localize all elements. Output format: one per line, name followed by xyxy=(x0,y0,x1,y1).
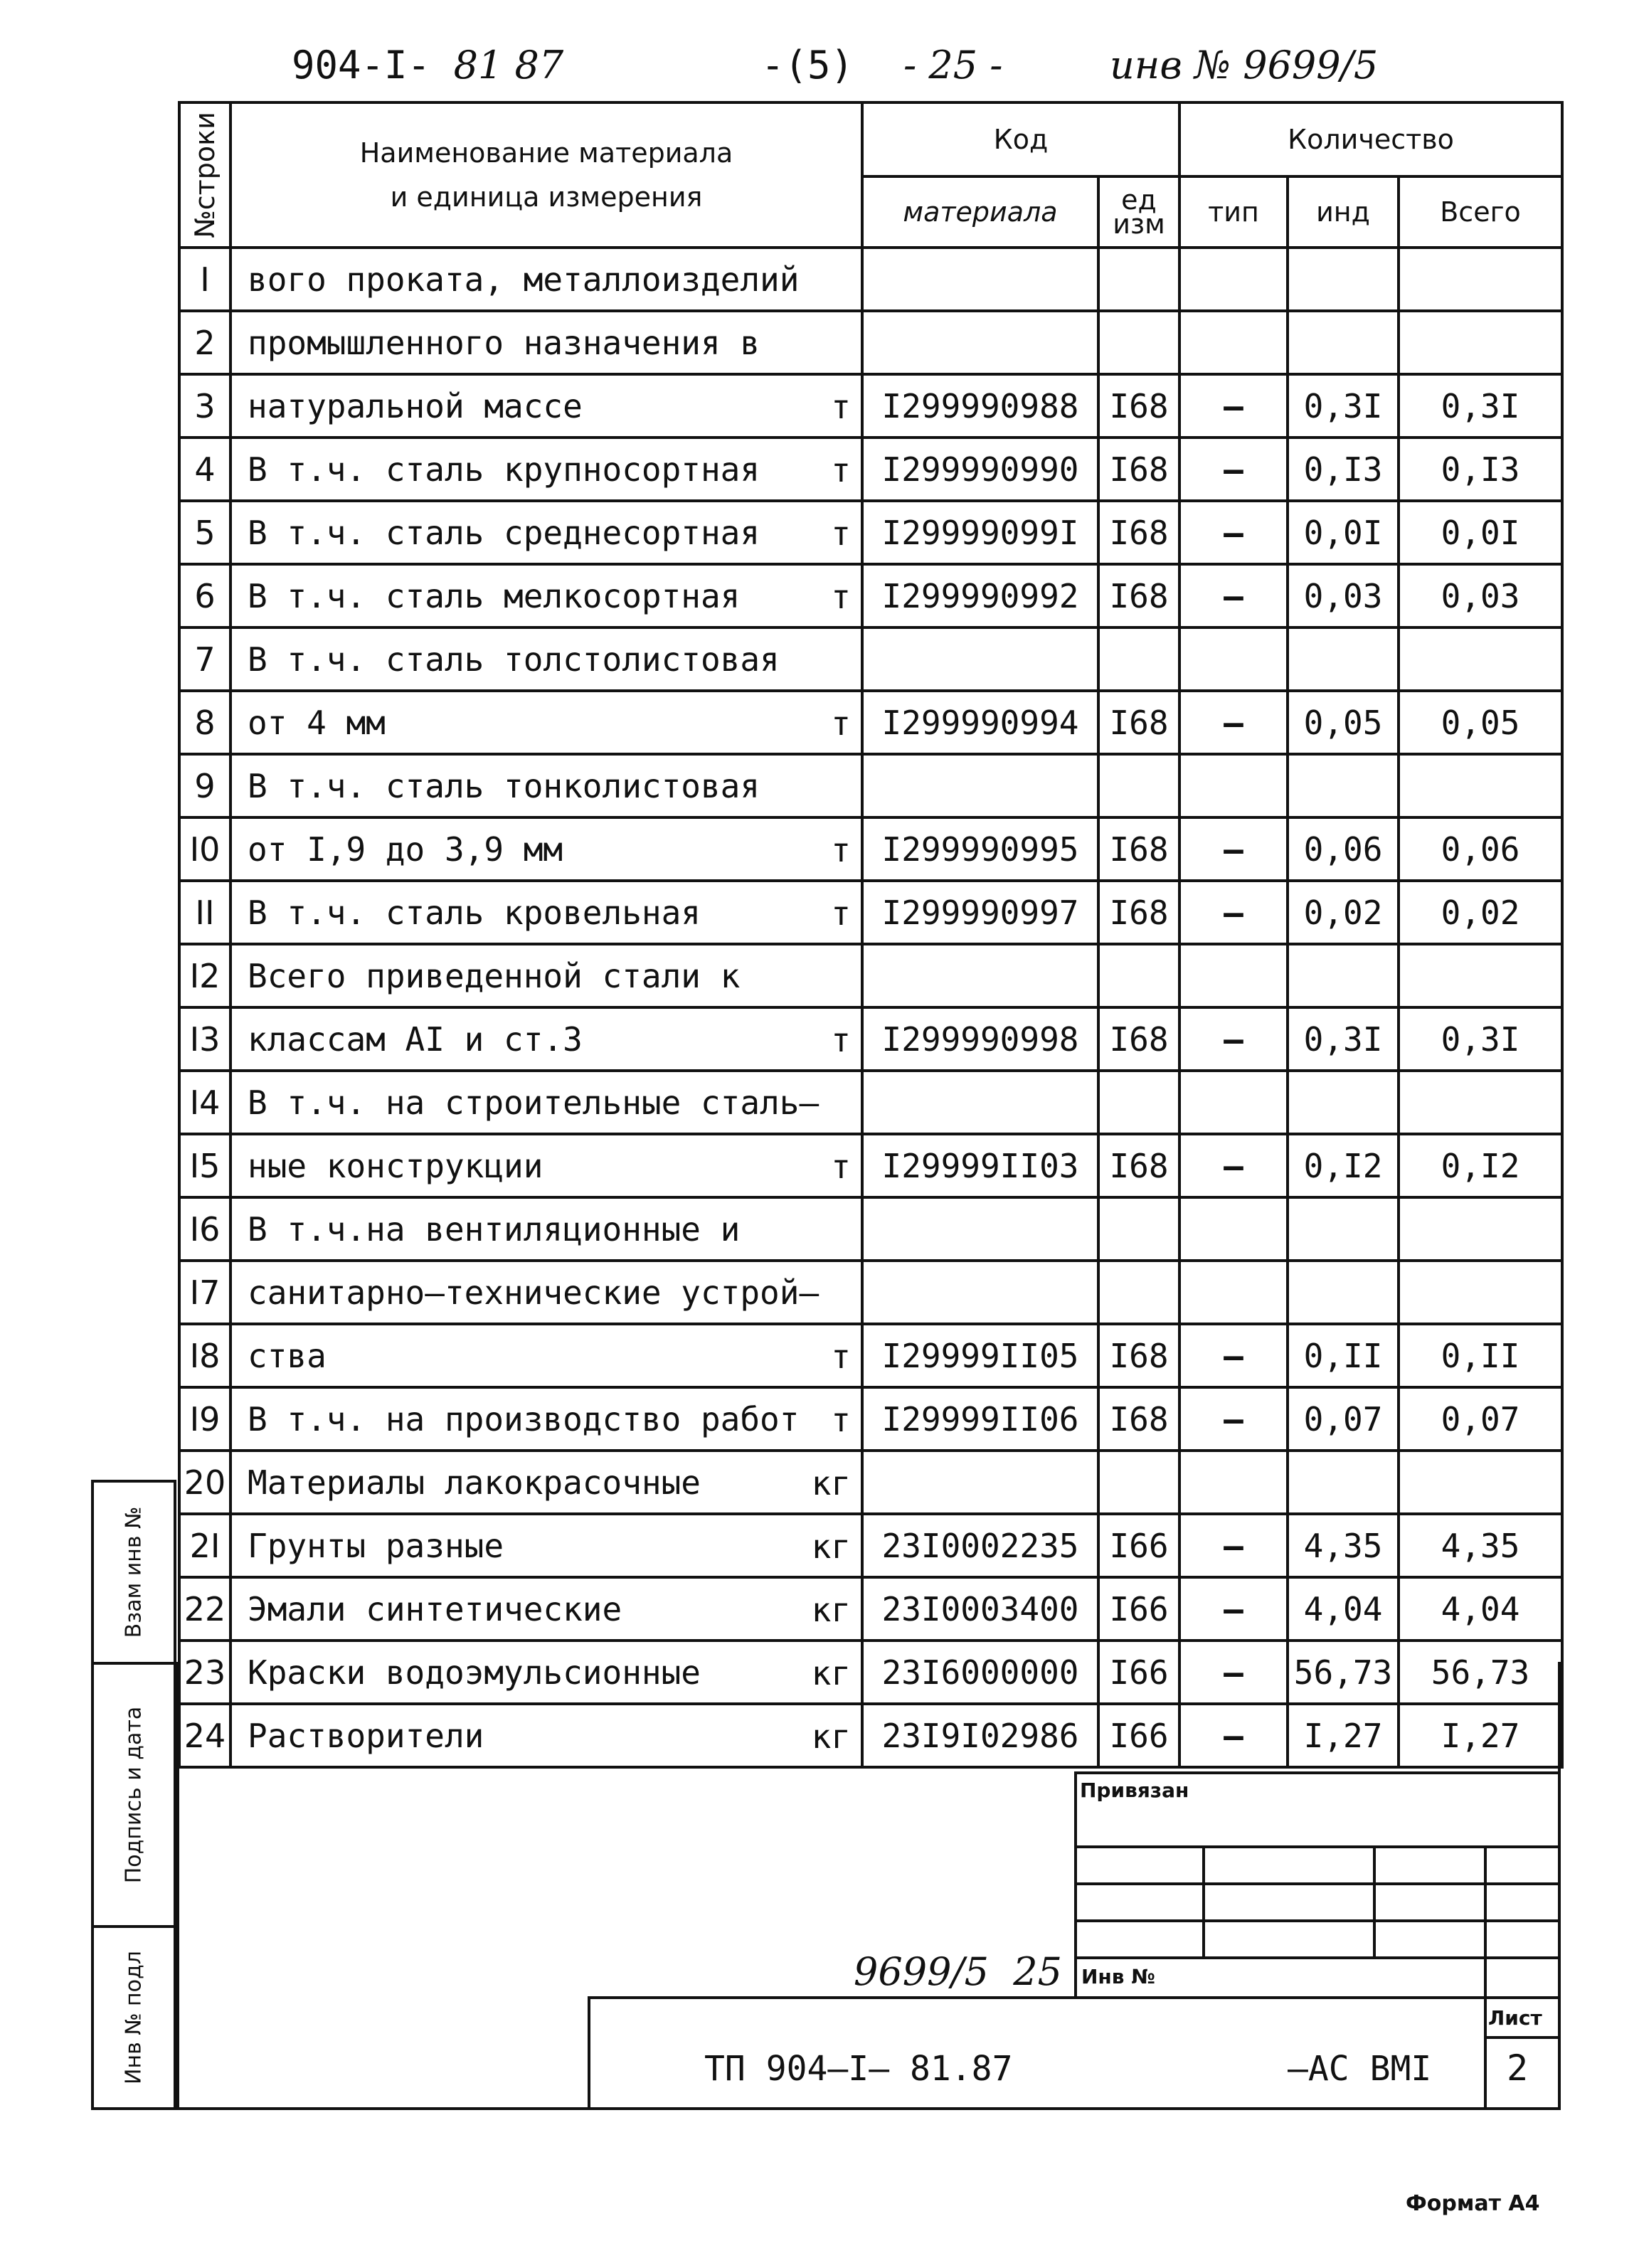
table-row xyxy=(179,1324,1562,1387)
qty-total xyxy=(1399,1451,1562,1514)
material-code: 23I0002235 xyxy=(862,1514,1098,1577)
material-code: I29999II05 xyxy=(862,1324,1098,1387)
row-number: I8 xyxy=(179,1324,230,1387)
unit-code: I68 xyxy=(1098,564,1179,627)
row-number: I9 xyxy=(179,1387,230,1451)
unit-code: I66 xyxy=(1098,1641,1179,1704)
material-name xyxy=(230,564,862,627)
material-code: I29999099I xyxy=(862,501,1098,564)
qty-total xyxy=(1399,1261,1562,1324)
material-name xyxy=(230,374,862,438)
material-name xyxy=(230,1577,862,1641)
qty-type: – xyxy=(1179,1704,1288,1767)
title-block-divider xyxy=(1484,1996,1487,2110)
material-code: I299990997 xyxy=(862,881,1098,944)
table-row xyxy=(179,501,1562,564)
material-name-text: В т.ч. на строительные сталь– xyxy=(248,1083,820,1122)
series-number: 904-I- xyxy=(292,43,431,88)
qty-total xyxy=(1399,311,1562,374)
material-code xyxy=(862,944,1098,1007)
material-name xyxy=(230,311,862,374)
material-unit: т xyxy=(831,578,851,616)
sheet-label: Лист xyxy=(1488,2006,1542,2030)
table-row xyxy=(179,1577,1562,1641)
material-unit: т xyxy=(831,704,851,743)
qty-type xyxy=(1179,1261,1288,1324)
side-signature-date: Подпись и дата xyxy=(91,1662,176,1928)
document-code: ТП 904–I– 81.87 xyxy=(704,2049,1013,2089)
unit-code xyxy=(1098,1451,1179,1514)
qty-total: 0,3I xyxy=(1399,1007,1562,1071)
material-code xyxy=(862,1261,1098,1324)
qty-total: 4,35 xyxy=(1399,1514,1562,1577)
material-code xyxy=(862,1451,1098,1514)
material-unit: т xyxy=(831,451,851,489)
qty-type: – xyxy=(1179,1641,1288,1704)
qty-type: – xyxy=(1179,1514,1288,1577)
material-unit: т xyxy=(831,388,851,426)
material-code xyxy=(862,754,1098,817)
unit-code: I68 xyxy=(1098,1387,1179,1451)
handwritten-inventory: 9699/5 25 xyxy=(854,1949,1063,1994)
table-row xyxy=(179,564,1562,627)
page-handwritten: - 25 - xyxy=(903,43,1003,88)
qty-ind xyxy=(1288,1197,1399,1261)
row-number: 8 xyxy=(179,691,230,754)
qty-type: – xyxy=(1179,1007,1288,1071)
qty-ind: 0,0I xyxy=(1288,501,1399,564)
qty-ind: 0,I3 xyxy=(1288,438,1399,501)
binding-grid-v1 xyxy=(1202,1845,1205,1959)
unit-code: I68 xyxy=(1098,1134,1179,1197)
row-number: 24 xyxy=(179,1704,230,1767)
material-name-text: В т.ч. сталь толстолистовая xyxy=(248,640,780,679)
binding-grid-h3 xyxy=(1074,1919,1561,1922)
material-code xyxy=(862,311,1098,374)
qty-total xyxy=(1399,627,1562,691)
material-unit: т xyxy=(831,1401,851,1439)
table-row xyxy=(179,881,1562,944)
qty-ind xyxy=(1288,944,1399,1007)
qty-type xyxy=(1179,1197,1288,1261)
qty-type xyxy=(1179,1451,1288,1514)
material-name-text: В т.ч. сталь мелкосортная xyxy=(248,576,741,615)
row-number: I xyxy=(179,248,230,311)
table-row xyxy=(179,1641,1562,1704)
row-number: 4 xyxy=(179,438,230,501)
qty-type: – xyxy=(1179,817,1288,881)
table-row xyxy=(179,944,1562,1007)
table-row xyxy=(179,1451,1562,1514)
material-name-text: натуральной массе xyxy=(248,386,583,425)
qty-total: 0,3I xyxy=(1399,374,1562,438)
qty-type: – xyxy=(1179,438,1288,501)
material-name-text: Всего приведенной стали к xyxy=(248,956,741,995)
unit-code xyxy=(1098,944,1179,1007)
qty-type xyxy=(1179,944,1288,1007)
header-material-code: материала xyxy=(862,176,1098,248)
qty-type: – xyxy=(1179,1134,1288,1197)
qty-type xyxy=(1179,1071,1288,1134)
qty-ind: 4,04 xyxy=(1288,1577,1399,1641)
table-row xyxy=(179,248,1562,311)
qty-total xyxy=(1399,1197,1562,1261)
part-number: -(5) xyxy=(761,43,854,88)
qty-ind: 0,02 xyxy=(1288,881,1399,944)
row-number: 9 xyxy=(179,754,230,817)
row-number: 22 xyxy=(179,1577,230,1641)
unit-code: I68 xyxy=(1098,881,1179,944)
qty-ind: 0,II xyxy=(1288,1324,1399,1387)
inv-number-label: Инв № xyxy=(1081,1965,1155,1988)
material-unit: кг xyxy=(811,1717,851,1756)
material-name-text: промышленного назначения в xyxy=(248,323,760,362)
material-code: I29999II06 xyxy=(862,1387,1098,1451)
material-code: I299990998 xyxy=(862,1007,1098,1071)
table-row xyxy=(179,1514,1562,1577)
material-name xyxy=(230,817,862,881)
binding-grid-h1 xyxy=(1074,1845,1561,1848)
row-number: 23 xyxy=(179,1641,230,1704)
qty-ind: 0,07 xyxy=(1288,1387,1399,1451)
unit-code: I66 xyxy=(1098,1704,1179,1767)
qty-total: 0,I3 xyxy=(1399,438,1562,501)
material-name-text: В т.ч. сталь среднесортная xyxy=(248,513,760,552)
qty-type: – xyxy=(1179,1324,1288,1387)
row-number: 2 xyxy=(179,311,230,374)
qty-total xyxy=(1399,248,1562,311)
material-code: I29999II03 xyxy=(862,1134,1098,1197)
material-name-text: В т.ч.на вентиляционные и xyxy=(248,1209,741,1249)
material-name xyxy=(230,501,862,564)
qty-ind xyxy=(1288,1451,1399,1514)
qty-ind xyxy=(1288,248,1399,311)
row-number: I6 xyxy=(179,1197,230,1261)
row-number: 7 xyxy=(179,627,230,691)
material-name xyxy=(230,438,862,501)
material-name-text: В т.ч. на производство работ xyxy=(248,1399,800,1438)
qty-total: 0,06 xyxy=(1399,817,1562,881)
material-name xyxy=(230,1704,862,1767)
inventory-handwritten: инв № 9699/5 xyxy=(1110,43,1379,88)
material-name xyxy=(230,754,862,817)
binding-grid-v3 xyxy=(1484,1845,1487,1999)
material-name-text: ные конструкции xyxy=(248,1146,543,1185)
row-number: I2 xyxy=(179,944,230,1007)
qty-total: 0,0I xyxy=(1399,501,1562,564)
unit-code xyxy=(1098,627,1179,691)
qty-total: 0,07 xyxy=(1399,1387,1562,1451)
material-name-text: от I,9 до 3,9 мм xyxy=(248,830,563,869)
table-row xyxy=(179,691,1562,754)
table-row xyxy=(179,1197,1562,1261)
row-number: I4 xyxy=(179,1071,230,1134)
material-name-text: от 4 мм xyxy=(248,703,386,742)
material-code: I299990992 xyxy=(862,564,1098,627)
qty-total: 4,04 xyxy=(1399,1577,1562,1641)
qty-ind: 0,05 xyxy=(1288,691,1399,754)
material-unit: т xyxy=(831,894,851,933)
qty-total: 56,73 xyxy=(1399,1641,1562,1704)
material-name-text: вого проката, металлоизделий xyxy=(248,260,800,299)
material-name-text: В т.ч. сталь тонколистовая xyxy=(248,766,760,805)
table-row xyxy=(179,1071,1562,1134)
material-name xyxy=(230,1261,862,1324)
row-number: I7 xyxy=(179,1261,230,1324)
qty-type xyxy=(1179,627,1288,691)
unit-code: I68 xyxy=(1098,691,1179,754)
material-unit: т xyxy=(831,1021,851,1059)
qty-total: 0,II xyxy=(1399,1324,1562,1387)
binding-label: Привязан xyxy=(1080,1779,1189,1802)
material-name-text: Материалы лакокрасочные xyxy=(248,1463,701,1502)
row-number: II xyxy=(179,881,230,944)
material-name xyxy=(230,691,862,754)
material-name xyxy=(230,627,862,691)
qty-type xyxy=(1179,248,1288,311)
side-vzam-inv: Взам инв № xyxy=(91,1480,176,1665)
material-name-text: Растворители xyxy=(248,1716,484,1755)
sheet-number: 2 xyxy=(1507,2047,1529,2089)
qty-type: – xyxy=(1179,564,1288,627)
table-row xyxy=(179,1387,1562,1451)
qty-ind: 0,I2 xyxy=(1288,1134,1399,1197)
qty-type: – xyxy=(1179,1577,1288,1641)
material-code xyxy=(862,248,1098,311)
header-unit: ед изм xyxy=(1098,176,1179,248)
table-row xyxy=(179,1134,1562,1197)
row-number: 5 xyxy=(179,501,230,564)
header-total: Всего xyxy=(1399,176,1562,248)
material-name xyxy=(230,1197,862,1261)
qty-total: I,27 xyxy=(1399,1704,1562,1767)
material-name xyxy=(230,1007,862,1071)
material-unit: кг xyxy=(811,1654,851,1692)
row-number: I0 xyxy=(179,817,230,881)
header-quantity: Количество xyxy=(1179,102,1562,176)
doc-series xyxy=(292,43,563,88)
material-name xyxy=(230,248,862,311)
table-row xyxy=(179,817,1562,881)
material-name xyxy=(230,1514,862,1577)
material-name xyxy=(230,1071,862,1134)
material-name xyxy=(230,1641,862,1704)
material-unit: т xyxy=(831,831,851,869)
material-name xyxy=(230,881,862,944)
qty-ind xyxy=(1288,754,1399,817)
row-number: 3 xyxy=(179,374,230,438)
unit-code xyxy=(1098,248,1179,311)
material-unit: т xyxy=(831,1148,851,1186)
material-unit: т xyxy=(831,1337,851,1376)
unit-code: I66 xyxy=(1098,1514,1179,1577)
qty-ind: 0,3I xyxy=(1288,1007,1399,1071)
qty-type: – xyxy=(1179,501,1288,564)
header-ind: инд xyxy=(1288,176,1399,248)
qty-ind xyxy=(1288,1261,1399,1324)
materials-table xyxy=(178,101,1564,1769)
material-code xyxy=(862,627,1098,691)
material-name-text: Эмали синтетические xyxy=(248,1589,622,1628)
table-row xyxy=(179,1007,1562,1071)
row-number: 2I xyxy=(179,1514,230,1577)
qty-total: 0,I2 xyxy=(1399,1134,1562,1197)
header-type: тип xyxy=(1179,176,1288,248)
material-code: I299990990 xyxy=(862,438,1098,501)
material-name-text: В т.ч. сталь крупносортная xyxy=(248,450,760,489)
qty-ind xyxy=(1288,627,1399,691)
material-name-text: Краски водоэмульсионные xyxy=(248,1653,701,1692)
material-unit: т xyxy=(831,514,851,553)
qty-ind: 0,3I xyxy=(1288,374,1399,438)
material-code: 23I6000000 xyxy=(862,1641,1098,1704)
qty-type xyxy=(1179,754,1288,817)
table-row xyxy=(179,1704,1562,1767)
material-unit: кг xyxy=(811,1527,851,1566)
material-name-text: Грунты разные xyxy=(248,1526,504,1565)
material-name-text: классам AI и ст.3 xyxy=(248,1019,583,1059)
header-row-number: №строки xyxy=(179,102,230,248)
sheet-label-divider xyxy=(1484,2036,1561,2039)
qty-ind: 0,03 xyxy=(1288,564,1399,627)
qty-total: 0,05 xyxy=(1399,691,1562,754)
qty-ind: 0,06 xyxy=(1288,817,1399,881)
qty-total xyxy=(1399,1071,1562,1134)
header-material-name: Наименование материала и единица измерения xyxy=(230,102,862,248)
row-number: 6 xyxy=(179,564,230,627)
table-row xyxy=(179,438,1562,501)
unit-code: I68 xyxy=(1098,817,1179,881)
table-row xyxy=(179,1261,1562,1324)
material-name-text: ства xyxy=(248,1336,327,1375)
side-inv-original: Инв № подл xyxy=(91,1925,176,2110)
material-code: I299990988 xyxy=(862,374,1098,438)
material-name xyxy=(230,1324,862,1387)
header-code: Код xyxy=(862,102,1179,176)
unit-code xyxy=(1098,1197,1179,1261)
qty-ind: I,27 xyxy=(1288,1704,1399,1767)
qty-ind xyxy=(1288,311,1399,374)
unit-code xyxy=(1098,1071,1179,1134)
series-handwritten: 81 87 xyxy=(453,43,564,88)
unit-code: I68 xyxy=(1098,501,1179,564)
document-suffix: –АС ВМI xyxy=(1288,2049,1432,2089)
qty-total: 0,02 xyxy=(1399,881,1562,944)
table-row xyxy=(179,627,1562,691)
material-name xyxy=(230,1134,862,1197)
qty-type: – xyxy=(1179,1387,1288,1451)
material-code xyxy=(862,1071,1098,1134)
unit-code xyxy=(1098,311,1179,374)
row-number: 20 xyxy=(179,1451,230,1514)
row-number: I3 xyxy=(179,1007,230,1071)
unit-code: I68 xyxy=(1098,1007,1179,1071)
material-name-text: санитарно–технические устрой– xyxy=(248,1273,820,1312)
material-name-text: В т.ч. сталь кровельная xyxy=(248,893,701,932)
row-number: I5 xyxy=(179,1134,230,1197)
material-name xyxy=(230,1387,862,1451)
material-unit: кг xyxy=(811,1464,851,1503)
table-row xyxy=(179,311,1562,374)
table-row xyxy=(179,374,1562,438)
material-code: 23I0003400 xyxy=(862,1577,1098,1641)
paper-format: Формат А4 xyxy=(1406,2191,1540,2216)
unit-code: I66 xyxy=(1098,1577,1179,1641)
material-name xyxy=(230,1451,862,1514)
material-code: 23I9I02986 xyxy=(862,1704,1098,1767)
table-row xyxy=(179,754,1562,817)
qty-ind: 56,73 xyxy=(1288,1641,1399,1704)
qty-ind xyxy=(1288,1071,1399,1134)
qty-type: – xyxy=(1179,691,1288,754)
material-code: I299990994 xyxy=(862,691,1098,754)
material-name xyxy=(230,944,862,1007)
binding-grid-v2 xyxy=(1373,1845,1376,1959)
qty-type: – xyxy=(1179,881,1288,944)
qty-total xyxy=(1399,754,1562,817)
unit-code: I68 xyxy=(1098,438,1179,501)
unit-code xyxy=(1098,1261,1179,1324)
frame-left xyxy=(176,1662,179,2109)
qty-total: 0,03 xyxy=(1399,564,1562,627)
material-code xyxy=(862,1197,1098,1261)
unit-code: I68 xyxy=(1098,374,1179,438)
material-unit: кг xyxy=(811,1591,851,1629)
qty-total xyxy=(1399,944,1562,1007)
binding-grid-h4 xyxy=(1074,1956,1561,1959)
qty-ind: 4,35 xyxy=(1288,1514,1399,1577)
qty-type: – xyxy=(1179,374,1288,438)
unit-code xyxy=(1098,754,1179,817)
material-code: I299990995 xyxy=(862,817,1098,881)
qty-type xyxy=(1179,311,1288,374)
binding-grid-h2 xyxy=(1074,1882,1561,1885)
unit-code: I68 xyxy=(1098,1324,1179,1387)
